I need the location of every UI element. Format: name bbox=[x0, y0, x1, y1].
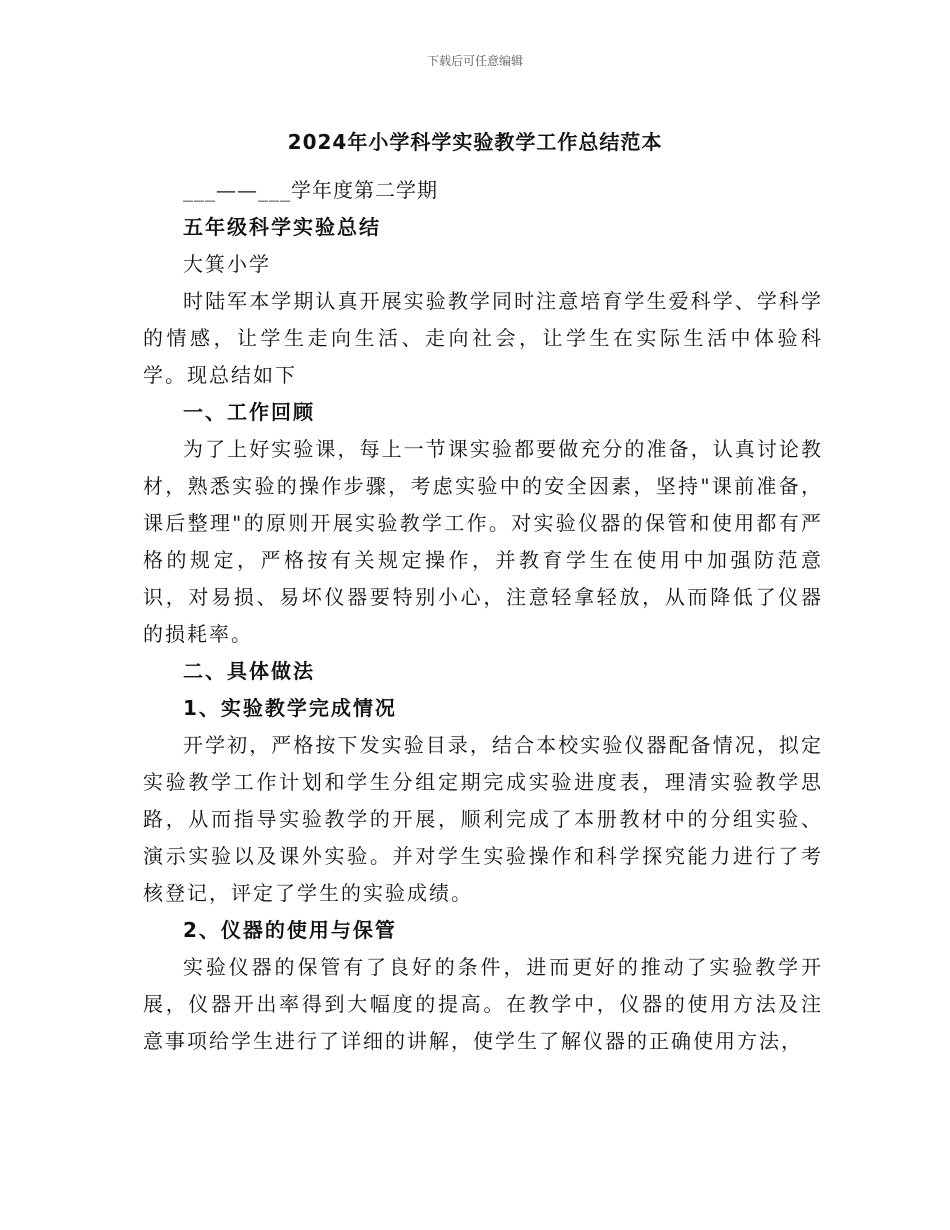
item2-heading: 2、仪器的使用与保管 bbox=[183, 918, 397, 942]
item1-heading: 1、实验教学完成情况 bbox=[183, 696, 397, 720]
item2-paragraph: 实验仪器的保管有了良好的条件，进而更好的推动了实验教学开展，仪器开出率得到大幅度的提高。在教学中，仪器的使用方法及注意事项给学生进行了详细的讲解，使学生了解仪器的正确使用方法， bbox=[143, 955, 823, 1053]
section2-heading: 二、具体做法 bbox=[183, 659, 315, 683]
section1-paragraph: 为了上好实验课，每上一节课实验都要做充分的准备，认真讨论教材，熟悉实验的操作步骤，考虑实验中的安全因素，坚持"课前准备，课后整理"的原则开展实验教学工作。对实验仪器的保管和使用都有严格的规定，严格按有关规定操作，并教育学生在使用中加强防范意识，对易损、易坏仪器要特别小心，注意轻拿轻放，从而降低了仪器的损耗率。 bbox=[143, 437, 823, 646]
school-name: 大箕小学 bbox=[183, 252, 271, 276]
document-title: 2024年小学科学实验教学工作总结范本 bbox=[287, 130, 663, 154]
summary-heading: 五年级科学实验总结 bbox=[183, 215, 381, 239]
intro-paragraph: 时陆军本学期认真开展实验教学同时注意培育学生爱科学、学科学的情感，让学生走向生活、走向社会，让学生在实际生活中体验科学。现总结如下 bbox=[143, 289, 823, 387]
header-note: 下载后可任意编辑 bbox=[426, 54, 523, 68]
section1-heading: 一、工作回顾 bbox=[183, 400, 315, 424]
subtitle-line: ___——___学年度第二学期 bbox=[183, 178, 438, 202]
document-body bbox=[143, 172, 823, 1060]
item1-paragraph: 开学初，严格按下发实验目录，结合本校实验仪器配备情况，拟定实验教学工作计划和学生分组定期完成实验进度表，理清实验教学思路，从而指导实验教学的开展，顺利完成了本册教材中的分组实验、演示实验以及课外实验。并对学生实验操作和科学探究能力进行了考核登记，评定了学生的实验成绩。 bbox=[143, 733, 823, 905]
